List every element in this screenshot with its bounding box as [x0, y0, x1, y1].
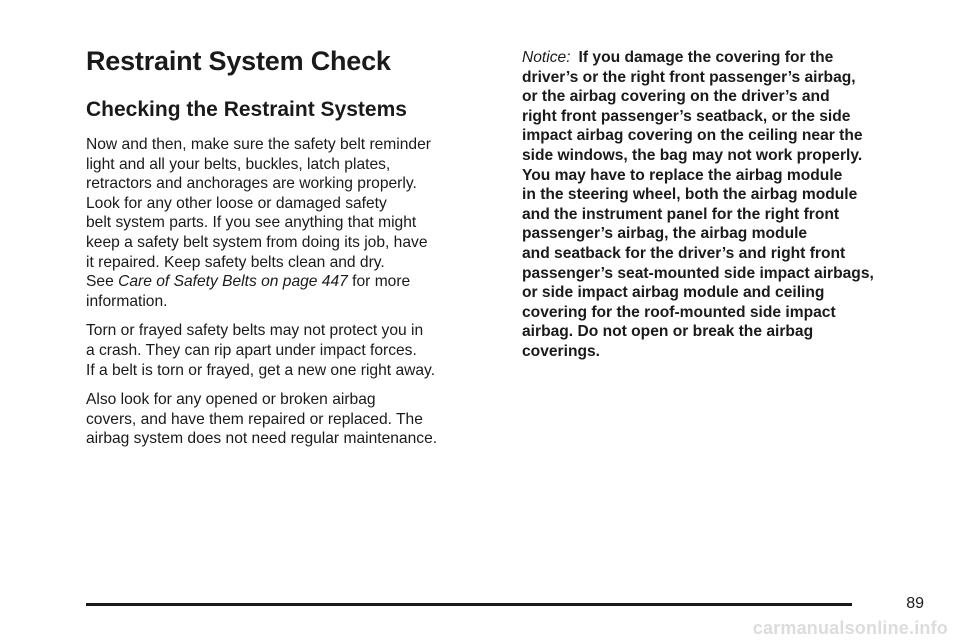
- text-line: Look for any other loose or damaged safety: [86, 194, 387, 212]
- notice-line: covering for the roof-mounted side impact: [522, 303, 836, 321]
- text-line: it repaired. Keep safety belts clean and dry.: [86, 253, 385, 271]
- notice-line: or side impact airbag module and ceiling: [522, 284, 825, 302]
- notice-line: airbag. Do not open or break the airbag: [522, 323, 814, 341]
- text-line: Also look for any opened or broken airbag: [86, 391, 376, 409]
- text-line: airbag system does not need regular maintenance.: [86, 430, 438, 448]
- notice-line: and the instrument panel for the right front: [522, 205, 840, 223]
- see-suffix: for more: [347, 273, 411, 291]
- notice-block: [522, 48, 932, 362]
- section-heading: Checking the Restraint Systems: [86, 98, 407, 121]
- text-line: information.: [86, 292, 168, 310]
- paragraph-reminder: [86, 135, 496, 311]
- notice-line: impact airbag covering on the ceiling near the: [522, 127, 863, 145]
- notice-line: driver’s or the right front passenger’s airbag,: [522, 68, 856, 86]
- footer-rule: [86, 603, 852, 606]
- page-number: 89: [906, 595, 924, 612]
- text-line: light and all your belts, buckles, latch plates,: [86, 155, 391, 173]
- page-title: Restraint System Check: [86, 46, 391, 76]
- notice-text: If you damage the covering for the: [578, 49, 834, 66]
- notice-line: passenger’s airbag, the airbag module: [522, 225, 808, 243]
- right-column: [522, 48, 932, 362]
- notice-line: or the airbag covering on the driver’s and: [522, 88, 830, 106]
- paragraph-airbag-covers: [86, 390, 496, 449]
- text-line: Torn or frayed safety belts may not protect you in: [86, 322, 424, 340]
- text-line: belt system parts. If you see anything that might: [86, 214, 417, 232]
- notice-line: and seatback for the driver’s and right front: [522, 244, 846, 262]
- text-line: If a belt is torn or frayed, get a new one right away.: [86, 361, 436, 379]
- text-line: keep a safety belt system from doing its job, have: [86, 233, 428, 251]
- text-line: a crash. They can rip apart under impact forces.: [86, 341, 417, 359]
- text-line: covers, and have them repaired or replaced. The: [86, 410, 423, 428]
- paragraph-torn-belts: [86, 321, 496, 380]
- notice-line: in the steering wheel, both the airbag module: [522, 186, 858, 204]
- notice-label: Notice:: [522, 49, 571, 66]
- notice-line: coverings.: [522, 342, 600, 360]
- see-prefix: See: [86, 273, 119, 291]
- text-line: Now and then, make sure the safety belt reminder: [86, 136, 431, 153]
- notice-line: You may have to replace the airbag module: [522, 166, 843, 184]
- notice-line: side windows, the bag may not work properly.: [522, 146, 863, 164]
- watermark: carmanualsonline.info: [752, 618, 948, 638]
- cross-reference-link[interactable]: Care of Safety Belts on page 447: [118, 273, 348, 291]
- text-line: retractors and anchorages are working properly.: [86, 175, 417, 193]
- notice-line: passenger’s seat-mounted side impact airbags,: [522, 264, 874, 282]
- notice-first-line: [522, 48, 932, 68]
- left-column: [86, 44, 496, 459]
- cross-reference-line: [86, 272, 496, 292]
- notice-line: right front passenger’s seatback, or the side: [522, 107, 851, 125]
